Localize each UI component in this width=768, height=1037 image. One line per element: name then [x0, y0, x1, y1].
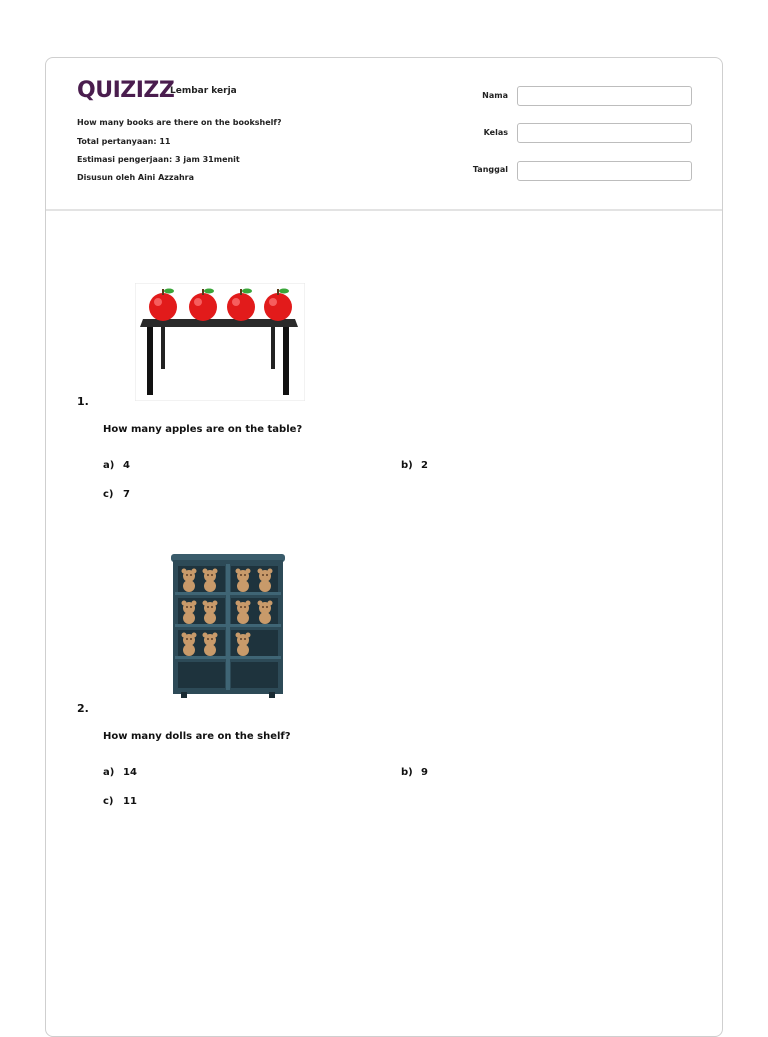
- worksheet-header: [46, 58, 722, 211]
- total-questions: Total pertanyaan: 11: [77, 137, 171, 146]
- question-2-text: How many dolls are on the shelf?: [103, 731, 291, 742]
- date-label: Tanggal: [472, 165, 508, 174]
- estimated-time: Estimasi pengerjaan: 3 jam 31menit: [77, 155, 240, 164]
- date-field[interactable]: [517, 161, 692, 181]
- worksheet-title: How many books are there on the bookshelf?: [77, 118, 282, 127]
- question-1-option-c: c) 7: [103, 489, 130, 500]
- question-2-number: 2.: [77, 702, 89, 715]
- question-2-option-c: c) 11: [103, 796, 137, 807]
- name-field[interactable]: [517, 86, 692, 106]
- author: Disusun oleh Aini Azzahra: [77, 173, 195, 182]
- apples-on-table-image: [135, 283, 305, 401]
- name-label: Nama: [482, 91, 508, 100]
- question-1-option-a: a) 4: [103, 460, 130, 471]
- dolls-on-shelf-image: [169, 552, 287, 700]
- question-1-number: 1.: [77, 395, 89, 408]
- question-1-text: How many apples are on the table?: [103, 424, 303, 435]
- question-1-option-b: b) 2: [401, 460, 428, 471]
- quizizz-logo: QUIZIZZ: [77, 78, 175, 103]
- worksheet-subtitle: Lembar kerja: [170, 86, 237, 96]
- worksheet: [45, 57, 723, 1037]
- class-field[interactable]: [517, 123, 692, 143]
- question-2-option-b: b) 9: [401, 767, 428, 778]
- question-2-option-a: a) 14: [103, 767, 137, 778]
- class-label: Kelas: [483, 128, 508, 137]
